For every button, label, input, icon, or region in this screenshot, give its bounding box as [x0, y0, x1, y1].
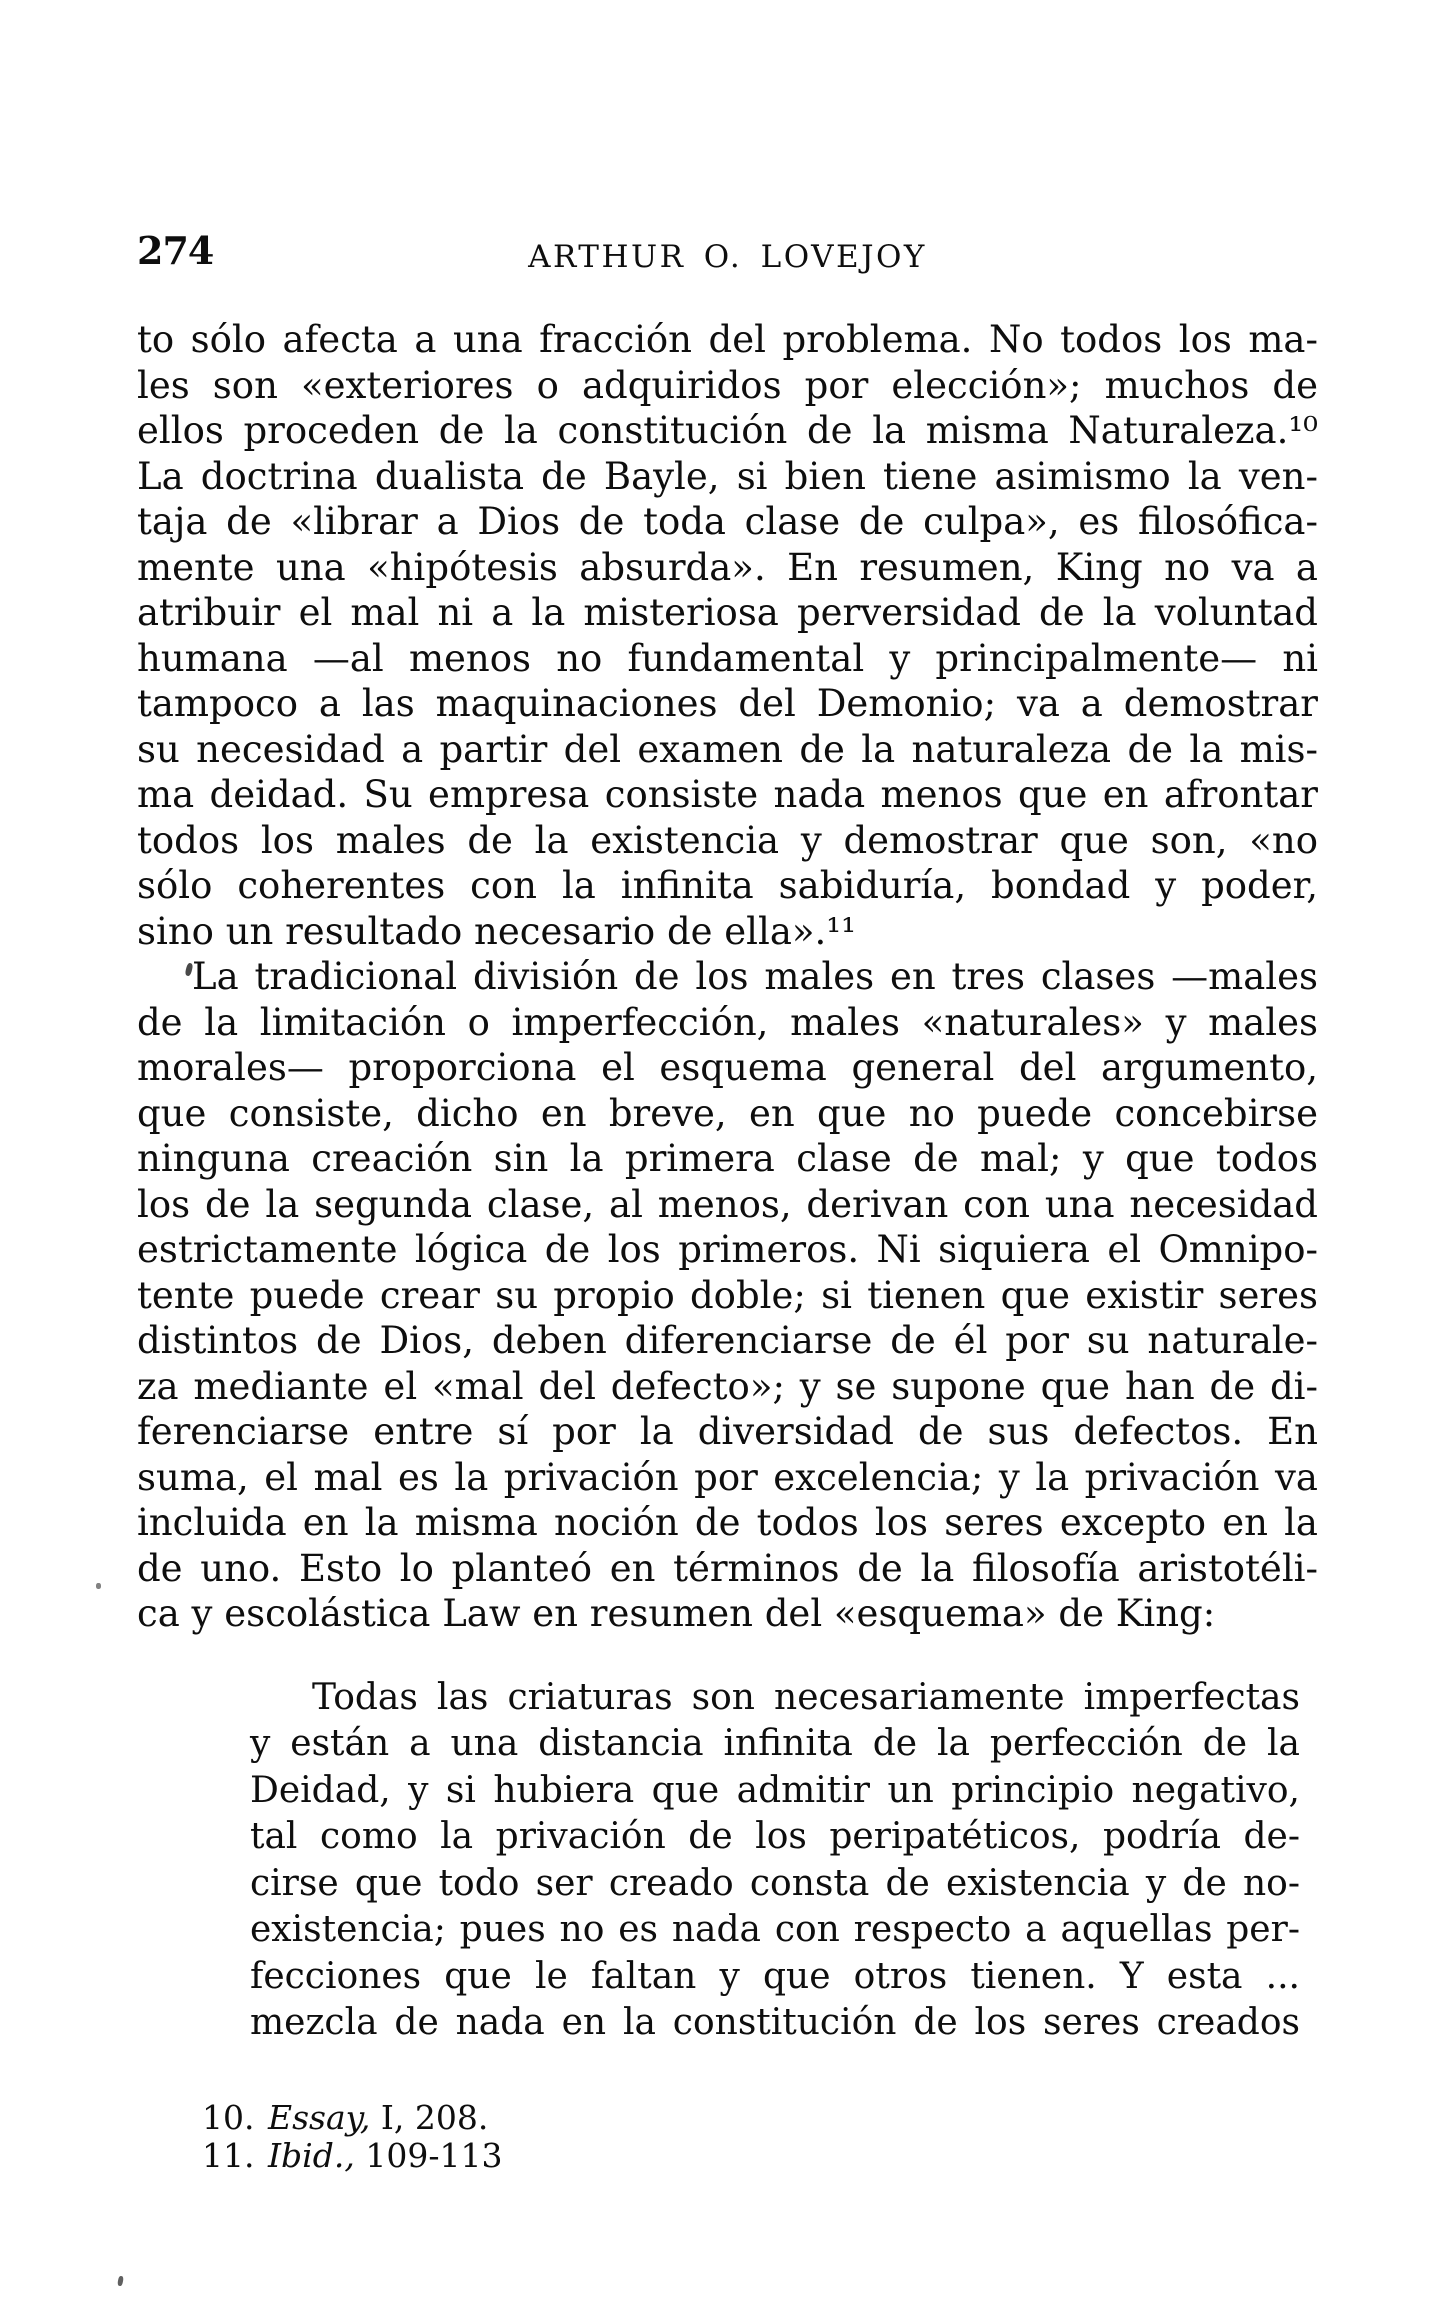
running-head: ARTHUR O. LOVEJOY	[528, 239, 927, 275]
text-line: morales— proporciona el esquema general del argumento,	[137, 1046, 1318, 1089]
quote-line: mezcla de nada en la constitución de los seres creados	[250, 2002, 1300, 2043]
footnote-source: Essay,	[268, 2097, 371, 2137]
scan-speck	[117, 2276, 124, 2287]
text-column	[137, 317, 1318, 2175]
text-line: mente una «hipótesis absurda». En resumen, King no va a	[137, 545, 1318, 589]
text-line: tampoco a las maquinaciones del Demonio; va a demostrar	[137, 682, 1318, 725]
quote-line: existencia; pues no es nada con respecto a aquellas per-	[250, 1909, 1300, 1950]
text-line: ma deidad. Su empresa consiste nada menos que en afrontar	[137, 773, 1318, 816]
text-line: taja de «librar a Dios de toda clase de culpa», es filosófica-	[137, 500, 1318, 543]
text-line: ninguna creación sin la primera clase de mal; y que todos	[137, 1137, 1318, 1180]
text-line: La tradicional división de los males en tres clases —males	[192, 955, 1318, 998]
text-line: su necesidad a partir del examen de la naturaleza de la mis-	[137, 727, 1318, 771]
footnote	[202, 2137, 1318, 2175]
footnote-reference: I, 208.	[380, 2097, 489, 2137]
text-line: humana —al menos no fundamental y principalmente— ni	[137, 636, 1318, 680]
quote-line: tal como la privación de los peripatéticos, podría de-	[250, 1816, 1300, 1857]
text-line: ellos proceden de la constitución de la misma Naturaleza.¹⁰	[137, 409, 1318, 452]
footnotes	[202, 2099, 1318, 2175]
text-line: estrictamente lógica de los primeros. Ni siquiera el Omnipo-	[137, 1228, 1318, 1271]
text-line: sino un resultado necesario de ella».¹¹	[137, 909, 856, 953]
text-line: za mediante el «mal del defecto»; y se supone que han de di-	[137, 1364, 1318, 1408]
footnote-source: Ibid.,	[268, 2135, 355, 2175]
page-number: 274	[137, 228, 214, 273]
footnote-reference: 109-113	[365, 2135, 503, 2175]
paragraph-1	[137, 317, 1318, 954]
footnote-number: 11.	[202, 2135, 255, 2175]
scan-speck	[96, 1583, 101, 1589]
quote-line: Deidad, y si hubiera que admitir un principio negativo,	[250, 1769, 1300, 1811]
footnote	[202, 2099, 1318, 2137]
text-line: los de la segunda clase, al menos, derivan con una necesidad	[137, 1182, 1318, 1226]
text-line: de la limitación o imperfección, males «naturales» y males	[137, 1000, 1318, 1044]
text-line: distintos de Dios, deben diferenciarse de él por su naturale-	[137, 1319, 1318, 1362]
quote-line: Todas las criaturas son necesariamente imperfectas	[312, 1676, 1300, 1718]
block-quote	[250, 1675, 1300, 2047]
footnote-number: 10.	[202, 2097, 255, 2137]
text-line: atribuir el mal ni a la misteriosa perversidad de la voluntad	[137, 591, 1318, 634]
text-line: todos los males de la existencia y demostrar que son, «no	[137, 818, 1318, 862]
quote-line: fecciones que le faltan y que otros tienen. Y esta ...	[250, 1955, 1300, 1997]
text-line: de uno. Esto lo planteó en términos de la filosofía aristotéli-	[137, 1546, 1318, 1590]
text-line: ferenciarse entre sí por la diversidad de sus defectos. En	[137, 1410, 1318, 1453]
text-line: sólo coherentes con la infinita sabiduría, bondad y poder,	[137, 864, 1318, 907]
text-line: que consiste, dicho en breve, en que no puede concebirse	[137, 1091, 1318, 1135]
text-line: les son «exteriores o adquiridos por elección»; muchos de	[137, 363, 1318, 407]
text-line: ca y escolástica Law en resumen del «esquema» de King:	[137, 1592, 1216, 1635]
text-line: tente puede crear su propio doble; si tienen que existir seres	[137, 1273, 1318, 1317]
quote-line: y están a una distancia infinita de la perfección de la	[250, 1723, 1300, 1764]
text-line: to sólo afecta a una fracción del problema. No todos los ma-	[137, 318, 1318, 361]
text-line: La doctrina dualista de Bayle, si bien tiene asimismo la ven-	[137, 454, 1318, 498]
paragraph-2	[137, 954, 1318, 1637]
text-line: incluida en la misma noción de todos los seres excepto en la	[137, 1501, 1318, 1544]
quote-line: cirse que todo ser creado consta de existencia y de no-	[250, 1862, 1300, 1904]
text-line: suma, el mal es la privación por excelencia; y la privación va	[137, 1455, 1318, 1499]
